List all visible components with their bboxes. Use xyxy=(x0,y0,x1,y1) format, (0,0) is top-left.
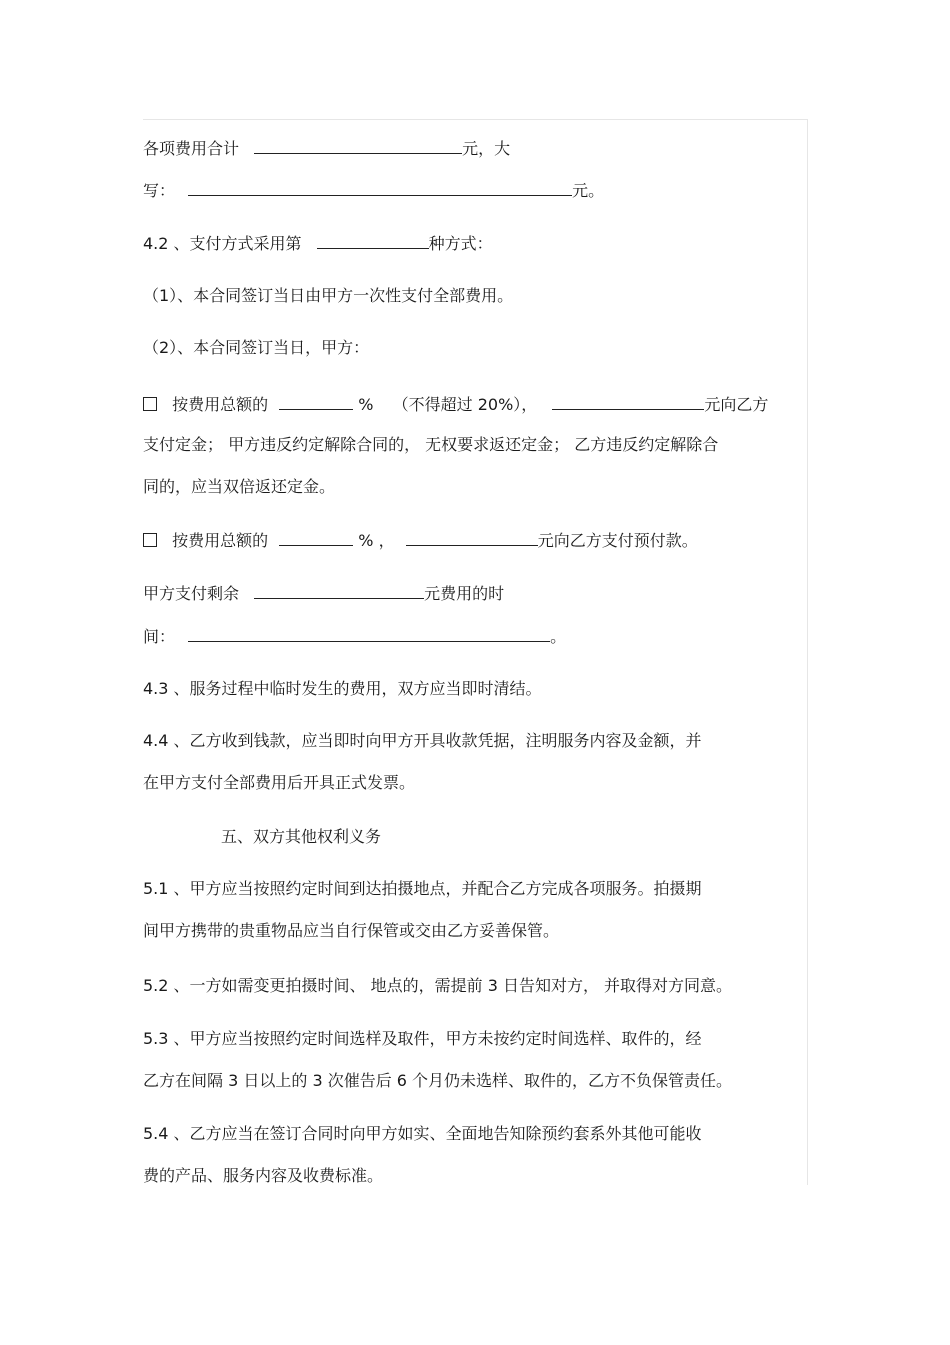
remain-line xyxy=(143,582,504,604)
prepay-amount-blank[interactable] xyxy=(406,529,538,546)
clause-4-3: 4.3 、服务过程中临时发生的费用，双方应当即时清结。 xyxy=(143,679,542,698)
deposit-limit-text: （不得超过 xyxy=(392,395,473,414)
deposit-limit-value: 20%）， xyxy=(477,395,538,414)
section-5-title: 五、双方其他权利义务 xyxy=(221,827,382,846)
clause-4-4-line-1: 4.4 、乙方收到钱款，应当即时向甲方开具收款凭据，注明服务内容及金额，并 xyxy=(143,731,702,750)
page-frame xyxy=(143,119,808,1185)
clause-4-4-line-2: 在甲方支付全部费用后开具正式发票。 xyxy=(143,773,416,792)
deposit-percent-sign: % xyxy=(358,395,374,414)
remain-time-blank[interactable] xyxy=(188,625,550,642)
clause-4-2-text: 4.2 、支付方式采用第 xyxy=(143,234,302,253)
fees-amount-blank[interactable] xyxy=(254,137,462,154)
fees-unit: 元，大 xyxy=(462,139,511,158)
clause-4-2 xyxy=(143,232,493,254)
remain-time-end: 。 xyxy=(550,627,567,646)
remain-suffix: 元费用的时 xyxy=(424,584,505,603)
clause-4-2-suffix: 种方式： xyxy=(428,234,493,253)
fees-total-line xyxy=(143,137,510,159)
payment-method-blank[interactable] xyxy=(317,232,429,249)
option-2: （2）、本合同签订当日，甲方： xyxy=(143,338,370,357)
prepay-line xyxy=(143,529,698,551)
deposit-percent-blank[interactable] xyxy=(279,393,353,410)
clause-5-1-line-1: 5.1 、甲方应当按照约定时间到达拍摄地点，并配合乙方完成各项服务。拍摄期 xyxy=(143,879,702,898)
clause-5-3-line-2: 乙方在间隔 3 日以上的 3 次催告后 6 个月仍未选样、取件的，乙方不负保管责任。 xyxy=(143,1071,733,1090)
prepay-percent-blank[interactable] xyxy=(279,529,353,546)
option-1: （1）、本合同签订当日由甲方一次性支付全部费用。 xyxy=(143,286,514,305)
fees-words-label: 写： xyxy=(143,181,176,200)
prepay-checkbox[interactable] xyxy=(143,533,157,547)
clause-5-2: 5.2 、一方如需变更拍摄时间、 地点的，需提前 3 日告知对方， 并取得对方同意。 xyxy=(143,976,733,995)
remain-amount-blank[interactable] xyxy=(254,582,424,599)
clause-5-1-line-2: 间甲方携带的贵重物品应当自行保管或交由乙方妥善保管。 xyxy=(143,921,560,940)
remain-label: 甲方支付剩余 xyxy=(143,584,240,603)
deposit-label: 按费用总额的 xyxy=(172,395,269,414)
fees-words-line xyxy=(143,179,604,201)
fees-label: 各项费用合计 xyxy=(143,139,240,158)
prepay-comma: ， xyxy=(378,531,395,550)
fees-words-unit: 元。 xyxy=(572,181,605,200)
prepay-label: 按费用总额的 xyxy=(172,531,269,550)
fees-words-blank[interactable] xyxy=(188,179,572,196)
deposit-amount-blank[interactable] xyxy=(552,393,704,410)
clause-5-4-line-2: 费的产品、服务内容及收费标准。 xyxy=(143,1166,384,1185)
deposit-line xyxy=(143,393,768,415)
clause-5-3-line-1: 5.3 、甲方应当按照约定时间选样及取件，甲方未按约定时间选样、取件的，经 xyxy=(143,1029,702,1048)
deposit-checkbox[interactable] xyxy=(143,397,157,411)
remain-time-line xyxy=(143,625,566,647)
prepay-percent-sign: % xyxy=(358,531,374,550)
remain-time-label: 间： xyxy=(143,627,176,646)
deposit-line-3: 同的，应当双倍返还定金。 xyxy=(143,477,336,496)
deposit-suffix: 元向乙方 xyxy=(704,395,769,414)
deposit-line-2: 支付定金； 甲方违反约定解除合同的， 无权要求返还定金； 乙方违反约定解除合 xyxy=(143,435,719,454)
prepay-suffix: 元向乙方支付预付款。 xyxy=(537,531,698,550)
clause-5-4-line-1: 5.4 、乙方应当在签订合同时向甲方如实、全面地告知除预约套系外其他可能收 xyxy=(143,1124,702,1143)
